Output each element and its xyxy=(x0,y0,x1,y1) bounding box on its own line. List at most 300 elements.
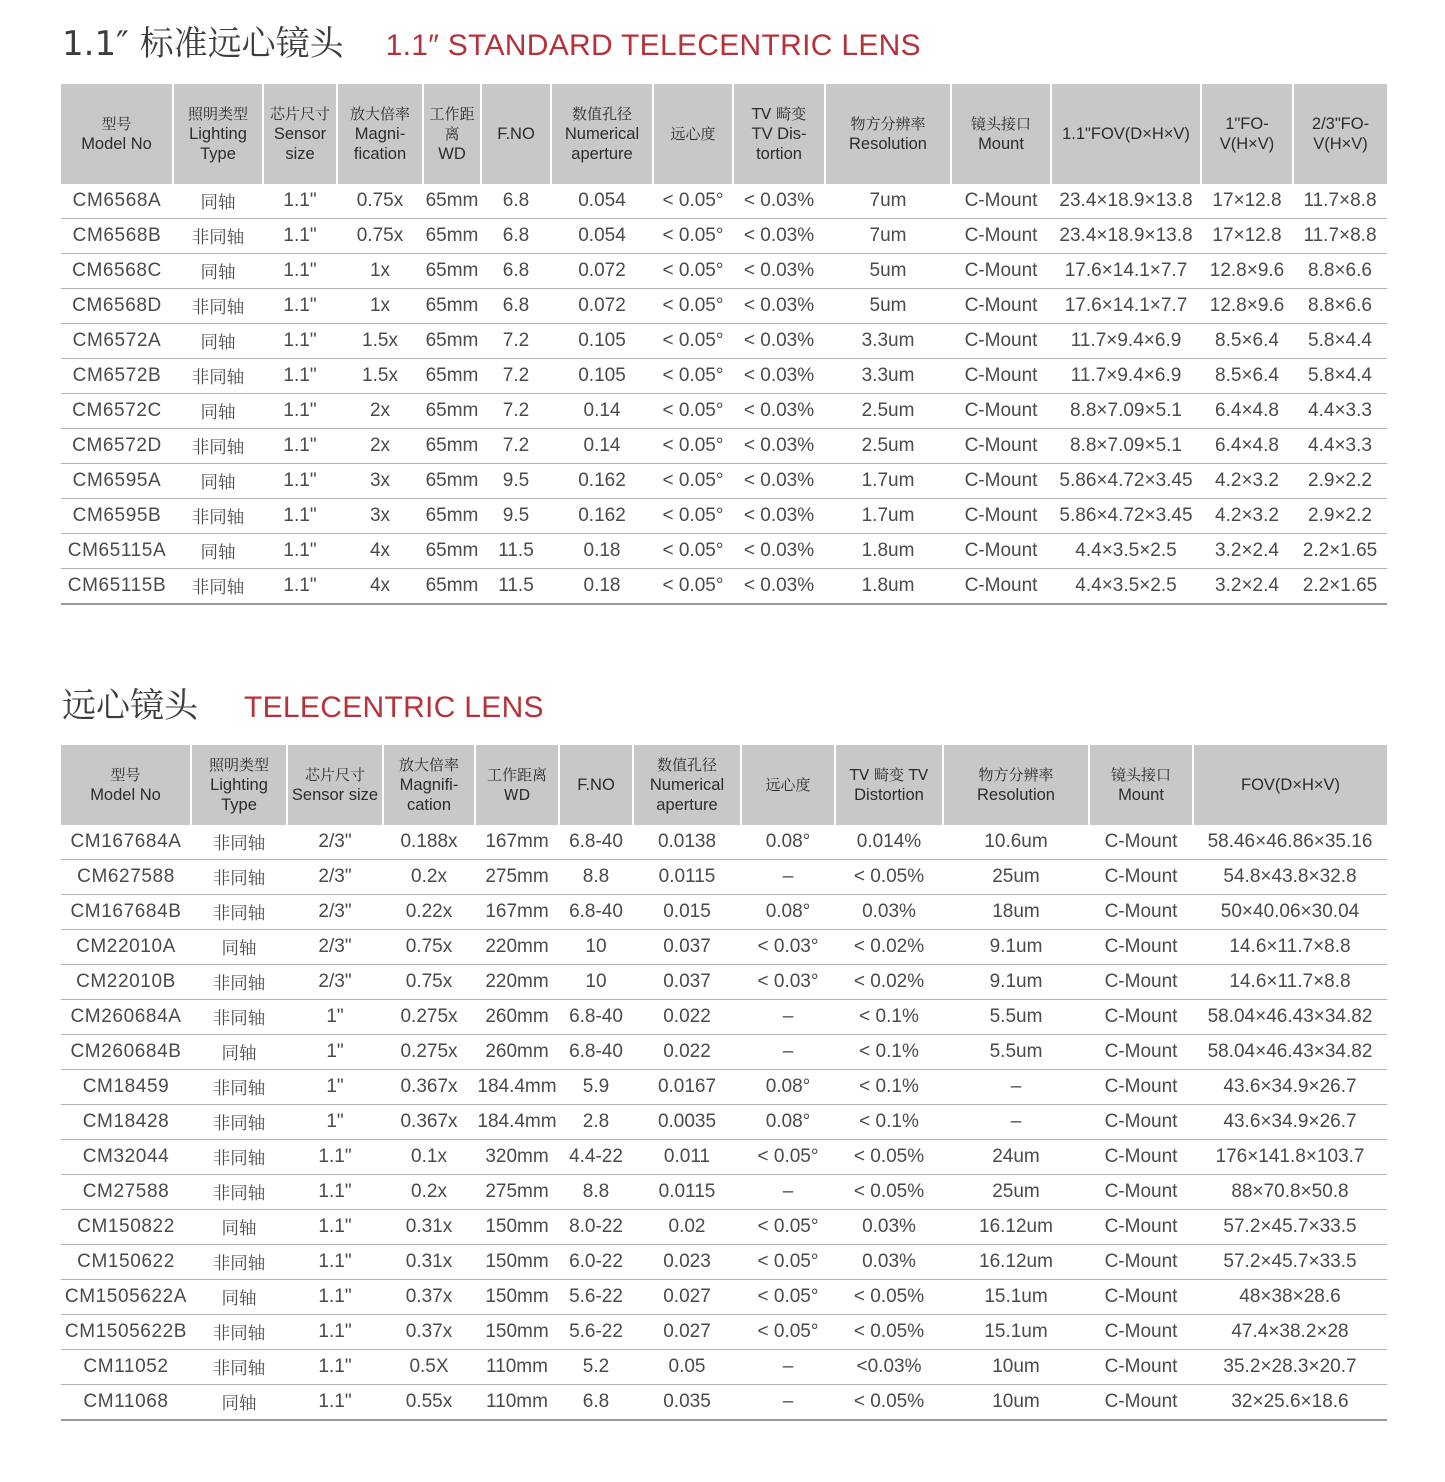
table-cell: < 0.05° xyxy=(653,324,733,359)
table-cell: C-Mount xyxy=(951,394,1051,429)
column-header-zh: 数值孔径 xyxy=(656,756,717,774)
column-header xyxy=(337,84,423,184)
column-header-en: Sensor size xyxy=(273,125,327,163)
model-cell: CM6572B xyxy=(61,359,173,394)
column-header-zh: 镜头接口 xyxy=(1110,766,1171,784)
section-title-zh: 1.1″ 标准远心镜头 xyxy=(62,24,344,64)
table-cell: 320mm xyxy=(475,1140,559,1175)
table-cell: 1" xyxy=(287,1105,383,1140)
table-cell: < 0.05° xyxy=(653,254,733,289)
table-cell: 5um xyxy=(825,254,951,289)
table-cell: 24um xyxy=(943,1140,1089,1175)
table-cell: 3.2×2.4 xyxy=(1201,534,1293,569)
table-cell: < 0.1% xyxy=(835,1000,943,1035)
section-title-en: 1.1″ STANDARD TELECENTRIC LENS xyxy=(385,29,921,62)
table-cell: 1.1" xyxy=(263,254,337,289)
model-cell: CM6568B xyxy=(61,219,173,254)
table-cell: 1.8um xyxy=(825,534,951,569)
table-cell: 65mm xyxy=(423,324,481,359)
column-header-en: Sensor size xyxy=(291,786,379,804)
model-cell: CM6572C xyxy=(61,394,173,429)
table-cell: 非同轴 xyxy=(191,1175,287,1210)
table-cell: 0.275x xyxy=(383,1035,475,1070)
table-cell: 2x xyxy=(337,394,423,429)
table-cell: 1.1" xyxy=(287,1315,383,1350)
table-cell: 非同轴 xyxy=(191,825,287,860)
table-cell: 2.5um xyxy=(825,429,951,464)
table-row xyxy=(61,1210,1387,1245)
table-cell: 9.5 xyxy=(481,464,551,499)
table-cell: 非同轴 xyxy=(191,1000,287,1035)
table-cell: 0.188x xyxy=(383,825,475,860)
model-cell: CM6568C xyxy=(61,254,173,289)
column-header-en: Model No xyxy=(90,786,161,804)
table-row xyxy=(61,184,1387,219)
table-cell: 17×12.8 xyxy=(1201,184,1293,219)
table-cell: 非同轴 xyxy=(173,569,263,605)
table-cell: 6.8-40 xyxy=(559,895,633,930)
column-header xyxy=(481,84,551,184)
table-cell: 0.162 xyxy=(551,499,653,534)
table-cell: 0.014% xyxy=(835,825,943,860)
table-cell: 6.0-22 xyxy=(559,1245,633,1280)
column-header-en: Mount xyxy=(978,135,1024,153)
table-cell: 8.8 xyxy=(559,860,633,895)
model-cell: CM1505622B xyxy=(61,1315,191,1350)
column-header xyxy=(173,84,263,184)
table-cell: 非同轴 xyxy=(191,1105,287,1140)
table-cell: 非同轴 xyxy=(191,895,287,930)
table-cell: 6.4×4.8 xyxy=(1201,394,1293,429)
table-cell: 4.2×3.2 xyxy=(1201,499,1293,534)
table-cell: 0.0115 xyxy=(633,860,741,895)
table-cell: 150mm xyxy=(475,1210,559,1245)
column-header-zh: 芯片尺寸 xyxy=(304,766,365,784)
table-cell: 18um xyxy=(943,895,1089,930)
table-cell: 0.275x xyxy=(383,1000,475,1035)
table-cell: 184.4mm xyxy=(475,1105,559,1140)
table-cell: 12.8×9.6 xyxy=(1201,289,1293,324)
table-cell: 1.1" xyxy=(287,1350,383,1385)
table-cell: 88×70.8×50.8 xyxy=(1193,1175,1387,1210)
column-header-en: Resolution xyxy=(849,135,927,153)
table-cell: 16.12um xyxy=(943,1245,1089,1280)
table-cell: 17.6×14.1×7.7 xyxy=(1051,289,1201,324)
table-cell: 0.22x xyxy=(383,895,475,930)
model-cell: CM627588 xyxy=(61,860,191,895)
column-header xyxy=(559,745,633,825)
model-cell: CM6572D xyxy=(61,429,173,464)
table-cell: 32×25.6×18.6 xyxy=(1193,1385,1387,1421)
table-cell: 4x xyxy=(337,534,423,569)
table-cell: C-Mount xyxy=(1089,965,1193,1000)
table-cell: < 0.03% xyxy=(733,569,825,605)
header-row xyxy=(61,745,1387,825)
model-cell: CM6595B xyxy=(61,499,173,534)
table-cell: < 0.05° xyxy=(741,1315,835,1350)
table-cell: 0.105 xyxy=(551,324,653,359)
telecentric-table xyxy=(61,745,1387,1421)
column-header xyxy=(943,745,1089,825)
table-cell: 1.5x xyxy=(337,359,423,394)
table-cell: 10.6um xyxy=(943,825,1089,860)
table-cell: < 0.05° xyxy=(741,1280,835,1315)
standard-telecentric-table xyxy=(61,84,1387,605)
table-cell: < 0.05° xyxy=(653,569,733,605)
table-cell: 1.1" xyxy=(263,219,337,254)
column-header xyxy=(1293,84,1387,184)
column-header-zh: 型号 xyxy=(101,115,132,133)
section-title-telecentric xyxy=(62,678,544,727)
table-cell: 9.1um xyxy=(943,930,1089,965)
table-cell: < 0.05° xyxy=(653,184,733,219)
model-cell: CM150822 xyxy=(61,1210,191,1245)
table-cell: 1.1" xyxy=(263,569,337,605)
table-cell: 非同轴 xyxy=(191,1315,287,1350)
model-cell: CM22010B xyxy=(61,965,191,1000)
table-cell: C-Mount xyxy=(1089,1035,1193,1070)
table-cell: 非同轴 xyxy=(191,1140,287,1175)
table-cell: 3.2×2.4 xyxy=(1201,569,1293,605)
table-cell: 2.2×1.65 xyxy=(1293,534,1387,569)
table-row xyxy=(61,1245,1387,1280)
table-cell: 3x xyxy=(337,464,423,499)
table-cell: C-Mount xyxy=(951,429,1051,464)
table-body xyxy=(61,184,1387,604)
table-cell: 65mm xyxy=(423,569,481,605)
table-cell: 0.2x xyxy=(383,1175,475,1210)
column-header-en: WD xyxy=(438,145,466,163)
table-cell: – xyxy=(943,1105,1089,1140)
table-cell: 非同轴 xyxy=(191,860,287,895)
model-cell: CM150622 xyxy=(61,1245,191,1280)
table-cell: 65mm xyxy=(423,254,481,289)
table-cell: < 0.05° xyxy=(741,1210,835,1245)
table-cell: C-Mount xyxy=(1089,1245,1193,1280)
table-cell: 2.9×2.2 xyxy=(1293,499,1387,534)
table-cell: < 0.05% xyxy=(835,1280,943,1315)
table-cell: 48×38×28.6 xyxy=(1193,1280,1387,1315)
table-cell: 8.8×6.6 xyxy=(1293,254,1387,289)
column-header xyxy=(61,745,191,825)
table-cell: 10 xyxy=(559,930,633,965)
table-cell: 9.1um xyxy=(943,965,1089,1000)
table-cell: 58.04×46.43×34.82 xyxy=(1193,1000,1387,1035)
table-cell: 11.7×9.4×6.9 xyxy=(1051,324,1201,359)
table-cell: 1.1" xyxy=(263,464,337,499)
table-cell: 0.027 xyxy=(633,1280,741,1315)
table-cell: < 0.05° xyxy=(741,1140,835,1175)
table-cell: C-Mount xyxy=(1089,825,1193,860)
table-cell: 0.072 xyxy=(551,289,653,324)
table-cell: < 0.05% xyxy=(835,1140,943,1175)
table-cell: 50×40.06×30.04 xyxy=(1193,895,1387,930)
table-cell: C-Mount xyxy=(1089,1210,1193,1245)
table-cell: 0.03% xyxy=(835,1210,943,1245)
table-cell: 7.2 xyxy=(481,359,551,394)
table-cell: 8.0-22 xyxy=(559,1210,633,1245)
table-cell: 12.8×9.6 xyxy=(1201,254,1293,289)
model-cell: CM167684B xyxy=(61,895,191,930)
table-header xyxy=(61,84,1387,184)
table-cell: C-Mount xyxy=(1089,1140,1193,1175)
table-cell: 0.18 xyxy=(551,534,653,569)
table-cell: 35.2×28.3×20.7 xyxy=(1193,1350,1387,1385)
table-cell: 同轴 xyxy=(191,930,287,965)
column-header-zh: 工作距离 xyxy=(429,105,475,143)
table-cell: 0.37x xyxy=(383,1280,475,1315)
table-cell: 110mm xyxy=(475,1350,559,1385)
table-cell: 同轴 xyxy=(191,1210,287,1245)
table-row xyxy=(61,1175,1387,1210)
table-cell: 11.7×9.4×6.9 xyxy=(1051,359,1201,394)
table-cell: 150mm xyxy=(475,1280,559,1315)
table-cell: 0.02 xyxy=(633,1210,741,1245)
table-cell: C-Mount xyxy=(951,254,1051,289)
table-cell: C-Mount xyxy=(1089,895,1193,930)
table-cell: 5.9 xyxy=(559,1070,633,1105)
table-cell: 10um xyxy=(943,1385,1089,1421)
model-cell: CM1505622A xyxy=(61,1280,191,1315)
table-cell: – xyxy=(741,1350,835,1385)
table-cell: 2/3" xyxy=(287,965,383,1000)
table-row xyxy=(61,1350,1387,1385)
table-cell: < 0.02% xyxy=(835,930,943,965)
table-cell: 6.8-40 xyxy=(559,1035,633,1070)
table-cell: < 0.1% xyxy=(835,1070,943,1105)
table-cell: 0.0115 xyxy=(633,1175,741,1210)
table-cell: 1.1" xyxy=(287,1245,383,1280)
table-row xyxy=(61,825,1387,860)
table-cell: 1.1" xyxy=(263,499,337,534)
table-cell: 1.5x xyxy=(337,324,423,359)
model-cell: CM6568D xyxy=(61,289,173,324)
table-row xyxy=(61,1105,1387,1140)
column-header-zh: 芯片尺寸 xyxy=(269,105,330,123)
column-header xyxy=(423,84,481,184)
model-cell: CM18428 xyxy=(61,1105,191,1140)
column-header xyxy=(551,84,653,184)
table-cell: 65mm xyxy=(423,394,481,429)
table-cell: 0.55x xyxy=(383,1385,475,1421)
table-cell: 0.022 xyxy=(633,1000,741,1035)
table-cell: C-Mount xyxy=(1089,1105,1193,1140)
table-cell: 非同轴 xyxy=(191,1245,287,1280)
column-header-en: Magnifi-cation xyxy=(399,776,459,814)
table-row xyxy=(61,394,1387,429)
table-cell: < 0.1% xyxy=(835,1105,943,1140)
table-cell: 0.5X xyxy=(383,1350,475,1385)
table-cell: 5.5um xyxy=(943,1000,1089,1035)
table-cell: 4.4-22 xyxy=(559,1140,633,1175)
table-cell: < 0.03% xyxy=(733,394,825,429)
table-cell: 65mm xyxy=(423,359,481,394)
table-cell: C-Mount xyxy=(1089,1350,1193,1385)
table-cell: 0.072 xyxy=(551,254,653,289)
table-cell: 5.6-22 xyxy=(559,1315,633,1350)
table-cell: 0.035 xyxy=(633,1385,741,1421)
column-header-zh: TV 畸变 xyxy=(751,105,807,123)
table-cell: < 0.05° xyxy=(653,429,733,464)
table-row xyxy=(61,930,1387,965)
table-cell: 275mm xyxy=(475,1175,559,1210)
table-cell: 1.1" xyxy=(263,429,337,464)
table-cell: 54.8×43.8×32.8 xyxy=(1193,860,1387,895)
column-header-en: 1.1"FOV(D×H×V) xyxy=(1062,125,1190,143)
table-cell: 3.3um xyxy=(825,324,951,359)
table-cell: 0.0138 xyxy=(633,825,741,860)
table-cell: 65mm xyxy=(423,534,481,569)
table-cell: 65mm xyxy=(423,429,481,464)
table-cell: 0.022 xyxy=(633,1035,741,1070)
table-cell: C-Mount xyxy=(1089,930,1193,965)
table-cell: 58.04×46.43×34.82 xyxy=(1193,1035,1387,1070)
table-cell: 5.5um xyxy=(943,1035,1089,1070)
table-cell: 0.054 xyxy=(551,219,653,254)
table-cell: 4x xyxy=(337,569,423,605)
table-row xyxy=(61,324,1387,359)
table-cell: C-Mount xyxy=(1089,860,1193,895)
column-header-zh: 照明类型 xyxy=(187,105,248,123)
table-cell: 260mm xyxy=(475,1035,559,1070)
table-cell: 1x xyxy=(337,289,423,324)
table-cell: C-Mount xyxy=(951,534,1051,569)
table-cell: 0.31x xyxy=(383,1245,475,1280)
table-cell: 184.4mm xyxy=(475,1070,559,1105)
table-cell: 0.0167 xyxy=(633,1070,741,1105)
table-cell: < 0.03% xyxy=(733,464,825,499)
table-cell: 2/3" xyxy=(287,895,383,930)
column-header-en: FOV(D×H×V) xyxy=(1240,776,1341,794)
model-cell: CM6572A xyxy=(61,324,173,359)
column-header-zh: 型号 xyxy=(110,766,141,784)
table-cell: 17.6×14.1×7.7 xyxy=(1051,254,1201,289)
table-cell: 5.86×4.72×3.45 xyxy=(1051,464,1201,499)
table-cell: 0.08° xyxy=(741,895,835,930)
table-cell: 5.86×4.72×3.45 xyxy=(1051,499,1201,534)
table-cell: 5.2 xyxy=(559,1350,633,1385)
table-cell: – xyxy=(741,1035,835,1070)
table-row xyxy=(61,569,1387,605)
table-cell: 7um xyxy=(825,184,951,219)
column-header xyxy=(1051,84,1201,184)
table-cell: 7um xyxy=(825,219,951,254)
table-cell: 0.08° xyxy=(741,1105,835,1140)
table-cell: 0.37x xyxy=(383,1315,475,1350)
table-cell: 5.8×4.4 xyxy=(1293,359,1387,394)
table-cell: 5um xyxy=(825,289,951,324)
column-header-zh: 物方分辨率 xyxy=(978,766,1054,784)
column-header-en: 2/3"FO-V(H×V) xyxy=(1311,115,1370,153)
model-cell: CM18459 xyxy=(61,1070,191,1105)
table-cell: 0.023 xyxy=(633,1245,741,1280)
table-row xyxy=(61,359,1387,394)
table-cell: < 0.05% xyxy=(835,1175,943,1210)
table-cell: – xyxy=(741,1175,835,1210)
table-cell: 8.5×6.4 xyxy=(1201,324,1293,359)
table-cell: 4.4×3.5×2.5 xyxy=(1051,569,1201,605)
table-cell: < 0.05° xyxy=(653,289,733,324)
table-cell: 6.8 xyxy=(481,254,551,289)
table-cell: 8.8×7.09×5.1 xyxy=(1051,429,1201,464)
table-cell: 1.1" xyxy=(287,1140,383,1175)
model-cell: CM11052 xyxy=(61,1350,191,1385)
table-cell: 7.2 xyxy=(481,429,551,464)
column-header-en: TV Dis-tortion xyxy=(751,125,807,163)
model-cell: CM167684A xyxy=(61,825,191,860)
table-cell: 0.14 xyxy=(551,429,653,464)
table-cell: 0.367x xyxy=(383,1105,475,1140)
table-cell: 0.75x xyxy=(383,965,475,1000)
column-header xyxy=(191,745,287,825)
table-cell: 1.1" xyxy=(263,324,337,359)
table-cell: 14.6×11.7×8.8 xyxy=(1193,930,1387,965)
table-cell: < 0.05° xyxy=(653,219,733,254)
table-cell: 非同轴 xyxy=(173,219,263,254)
table-cell: 150mm xyxy=(475,1315,559,1350)
table-cell: 0.75x xyxy=(337,184,423,219)
model-cell: CM32044 xyxy=(61,1140,191,1175)
table-cell: 4.4×3.3 xyxy=(1293,394,1387,429)
table-cell: 5.6-22 xyxy=(559,1280,633,1315)
table-cell: 同轴 xyxy=(173,534,263,569)
column-header-zh: TV 畸变 TV xyxy=(849,766,929,784)
table-cell: 11.5 xyxy=(481,569,551,605)
table-cell: 0.027 xyxy=(633,1315,741,1350)
table-row xyxy=(61,289,1387,324)
column-header xyxy=(263,84,337,184)
table-cell: C-Mount xyxy=(1089,1000,1193,1035)
table-cell: 0.0035 xyxy=(633,1105,741,1140)
table-row xyxy=(61,1070,1387,1105)
table-cell: 6.8-40 xyxy=(559,825,633,860)
table-cell: – xyxy=(741,1000,835,1035)
table-cell: C-Mount xyxy=(1089,1070,1193,1105)
table-cell: 8.8 xyxy=(559,1175,633,1210)
table-cell: 2.2×1.65 xyxy=(1293,569,1387,605)
table-cell: 0.14 xyxy=(551,394,653,429)
table-cell: 65mm xyxy=(423,184,481,219)
table-cell: 150mm xyxy=(475,1245,559,1280)
model-cell: CM260684A xyxy=(61,1000,191,1035)
column-header-en: F.NO xyxy=(577,776,615,794)
column-header-en: Lighting Type xyxy=(189,125,247,163)
table-row xyxy=(61,219,1387,254)
table-cell: 167mm xyxy=(475,825,559,860)
column-header xyxy=(1193,745,1387,825)
table-cell: 6.4×4.8 xyxy=(1201,429,1293,464)
table-cell: 65mm xyxy=(423,499,481,534)
table-cell: 6.8 xyxy=(559,1385,633,1421)
column-header-en: Magni-fication xyxy=(353,125,407,163)
table-cell: 1.7um xyxy=(825,464,951,499)
column-header xyxy=(951,84,1051,184)
table-cell: C-Mount xyxy=(951,324,1051,359)
column-header-zh: 远心度 xyxy=(765,776,811,794)
table-cell: 11.7×8.8 xyxy=(1293,184,1387,219)
column-header xyxy=(825,84,951,184)
table-cell: 0.31x xyxy=(383,1210,475,1245)
table-cell: 14.6×11.7×8.8 xyxy=(1193,965,1387,1000)
table-cell: 非同轴 xyxy=(173,499,263,534)
column-header xyxy=(287,745,383,825)
column-header-en: Model No xyxy=(81,135,152,153)
table-cell: C-Mount xyxy=(951,464,1051,499)
table-cell: 0.105 xyxy=(551,359,653,394)
table-cell: C-Mount xyxy=(1089,1175,1193,1210)
table-row xyxy=(61,464,1387,499)
column-header-zh: 远心度 xyxy=(670,125,716,143)
